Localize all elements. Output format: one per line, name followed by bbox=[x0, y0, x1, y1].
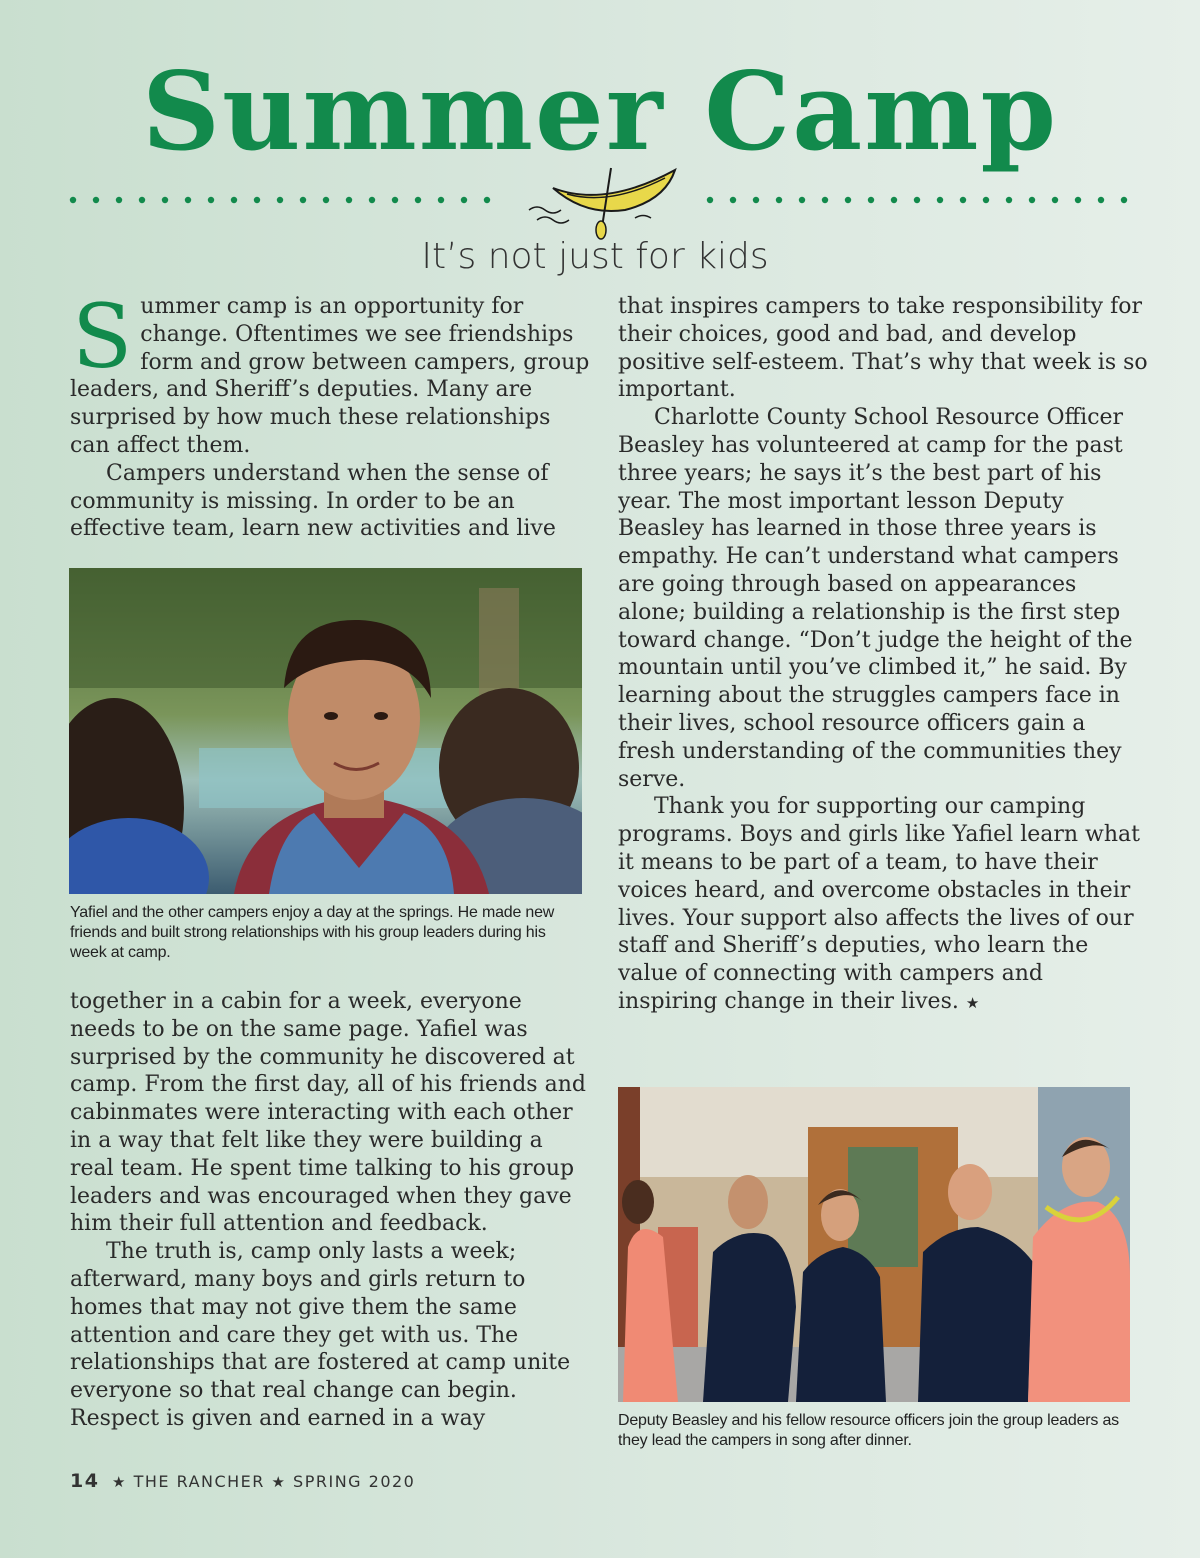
page-number: 14 bbox=[70, 1470, 100, 1492]
article-column-1-top bbox=[70, 285, 590, 543]
article-paragraph: Summer camp is an opportunity for change. Oftentimes we see friendships form and grow between campers, group leaders, and Sheriff’s deputies. Many are surprised by how much these relationships can affect them. bbox=[70, 285, 590, 458]
article-paragraph: that inspires campers to take responsibility for their choices, good and bad, and develop positive self-esteem. That’s why that week is so important. bbox=[618, 294, 1148, 403]
dotted-rule-right bbox=[705, 190, 1137, 210]
article-column-2 bbox=[618, 293, 1148, 1018]
star-icon: ★ bbox=[112, 1473, 127, 1491]
photo-caption: Yafiel and the other campers enjoy a day at the springs. He made new friends and built strong relationships with his group leaders during his week at camp. bbox=[70, 904, 555, 961]
page-title: Summer Camp bbox=[141, 49, 1058, 175]
page-footer bbox=[70, 1470, 415, 1492]
issue-date: SPRING 2020 bbox=[293, 1472, 416, 1491]
article-paragraph: Campers understand when the sense of community is missing. In order to be an effective team, learn new activities and live bbox=[70, 460, 556, 542]
star-icon: ★ bbox=[271, 1473, 287, 1491]
dotted-rule-left bbox=[68, 190, 498, 210]
photo-caption: Deputy Beasley and his fellow resource officers join the group leaders as they lead the campers in song after dinner. bbox=[618, 1412, 1119, 1449]
article-column-1-bottom bbox=[70, 988, 590, 1433]
canoe-icon bbox=[515, 160, 695, 240]
photo-deputies-singing bbox=[618, 1087, 1130, 1402]
article-paragraph: The truth is, camp only lasts a week; afterward, many boys and girls return to homes that may not give them the same attention and care they get with us. The relationships that are fostered at camp unite everyone so that real change can begin. Respect is given and earned in a way bbox=[70, 1239, 571, 1431]
drop-cap: S bbox=[72, 285, 133, 388]
end-star-icon: ★ bbox=[965, 993, 980, 1012]
article-paragraph: Charlotte County School Resource Officer Beasley has volunteered at camp for the past three years; he says it’s the best part of his year. The most important lesson Deputy Beasley has learned in those three years is empathy. He can’t understand what campers are going through based on appearances alone; building a relationship is the first step toward change. “Don’t judge the height of the mountain until you’ve climbed it,” he said. By learning about the struggles campers face in their lives, school resource officers gain a fresh understanding of the communities they serve. bbox=[618, 405, 1133, 792]
article-paragraph: Thank you for supporting our camping programs. Boys and girls like Yafiel learn what it means to be part of a team, to have their voices heard, and overcome obstacles in their lives. Your support also affects the lives of our staff and Sheriff’s deputies, who learn the value of connecting with campers and inspiring change in their lives. ★ bbox=[618, 794, 1141, 1014]
article-paragraph: together in a cabin for a week, everyone needs to be on the same page. Yafiel was surprised by the community he discovered at camp. From the first day, all of his friends and cabinmates were interacting with each other in a way that felt like they were building a real team. He spent time talking to his group leaders and was encouraged when they gave him their full attention and feedback. bbox=[70, 989, 586, 1237]
subtitle: It’s not just for kids bbox=[421, 236, 769, 277]
photo-yafiel-at-springs bbox=[69, 568, 582, 894]
publication-name: THE RANCHER bbox=[133, 1472, 265, 1491]
